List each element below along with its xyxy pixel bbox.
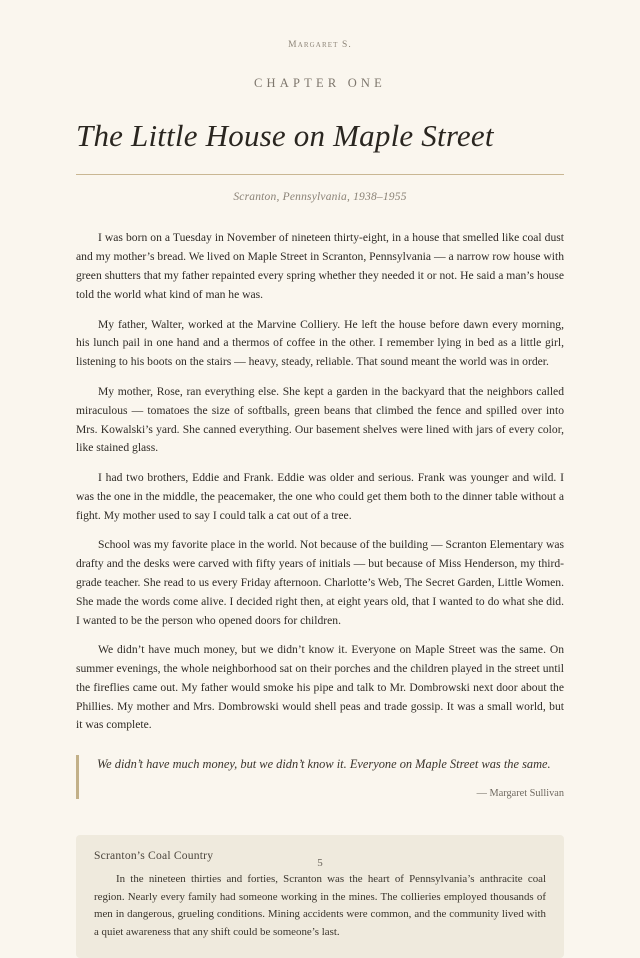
body-paragraph: My mother, Rose, ran everything else. She kept a garden in the backyard that the neighbors called miraculous — tomatoes the size of softballs, green beans that climbed the fence and spilled over into Mrs. Kowalski’s yard. She canned everything. Our basement shelves were lined with jars of every color, like stained glass. [76,384,564,455]
sidebar-callout [76,835,564,958]
page-number: 5 [317,857,323,869]
body-paragraph: School was my favorite place in the world. Not because of the building — Scranton Elementary was drafty and the desks were carved with fifty years of initials — but because of Miss Henderson, my third-grade teacher. She read to us every Friday afternoon. Charlotte’s Web, The Secret Garden, Little Women. She made the words come alive. I decided right then, at eight years old, that I wanted to do what she did. I wanted to be the person who opened doors for children. [76,538,564,627]
chapter-label: CHAPTER ONE [254,76,386,90]
body-paragraph: I was born on a Tuesday in November of nineteen thirty-eight, in a house that smelled like coal dust and my mother’s bread. We lived on Maple Street in Scranton, Pennsylvania — a narrow row house with green shutters that my father repainted every spring whether they needed it or not. He said a man’s house told the world what kind of man he was. [76,231,564,301]
callout-body: In the nineteen thirties and forties, Scranton was the heart of Pennsylvania’s anthracite coal region. Nearly every family had someone working in the mines. The collieries employed thousands of men in dangerous, grueling conditions. Mining accidents were common, and the community lived with a quiet awareness that any shift could be someone’s last. [94,872,546,939]
pull-quote-text: We didn’t have much money, but we didn’t know it. Everyone on Maple Street was the same. [97,757,551,772]
title-divider [76,174,564,175]
body-paragraph: I had two brothers, Eddie and Frank. Eddie was older and serious. Frank was younger and wild. I was the one in the middle, the peacemaker, the one who could get them both to the dinner table without a fight. My mother used to say I could talk a cat out of a tree. [76,471,564,522]
body-copy [76,229,564,735]
pull-quote-attribution: — Margaret Sullivan [476,787,564,799]
pull-quote [76,755,564,799]
page-title: The Little House on Maple Street [76,118,494,153]
chapter-subtitle: Scranton, Pennsylvania, 1938–1955 [233,191,407,204]
callout-title: Scranton’s Coal Country [94,848,214,862]
body-paragraph: My father, Walter, worked at the Marvine Colliery. He left the house before dawn every morning, his lunch pail in one hand and a thermos of coffee in the other. I remember lying in bed as a little girl, listening to his boots on the stairs — heavy, steady, reliable. That sound meant the world was in order. [76,317,564,369]
body-paragraph: We didn’t have much money, but we didn’t know it. Everyone on Maple Street was the same. On summer evenings, the whole neighborhood sat on their porches and the children played in the street until the fireflies came out. My father would smoke his pipe and talk to Mr. Dombrowski next door about the Phillies. My mother and Mrs. Dombrowski would shell peas and trade gossip. It was a small world, but it was complete. [76,643,564,732]
running-head: Margaret S. [288,40,352,50]
